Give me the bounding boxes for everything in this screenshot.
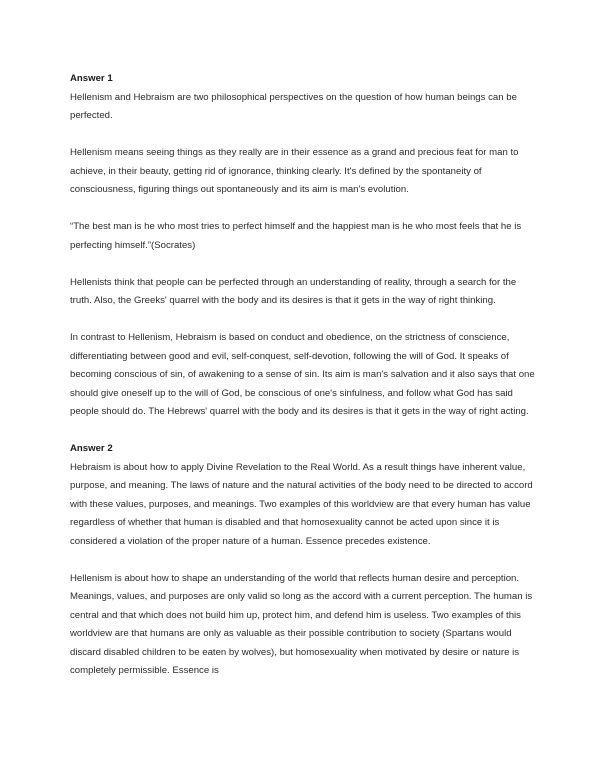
answer-2-paragraph-2: Hellenism is about how to shape an understanding of the world that reflects human desire and perception. Meanings, values, and purposes are only valid so long as the accord with a current perception. The human is central and that which does not build him up, protect him, and defend him is useless. Two examples of this worldview are that humans are only as valuable as their possible contribution to society (Spartans would discard disabled children to be eaten by wolves), but homosexuality when motivated by desire or nature is completely permissible. Essence is [70, 572, 533, 676]
answer-1-paragraph-2: Hellenism means seeing things as they really are in their essence as a grand and precious feat for man to achieve, in their beauty, getting rid of ignorance, thinking clearly. It's defined by the spontaneity of consciousness, figuring things out spontaneously and its aim is man's evolution. [70, 147, 519, 195]
document-page [70, 70, 540, 699]
socrates-quote: “The best man is he who most tries to perfect himself and the happiest man is he who most feels that he is perfecting himself.”(Socrates) [70, 221, 522, 251]
answer-1-paragraph-4: Hellenists think that people can be perfected through an understanding of reality, through a search for the truth. Also, the Greeks' quarrel with the body and its desires is that it gets in the way of right thinking. [70, 276, 517, 306]
answer-1-paragraph-1: Hellenism and Hebraism are two philosophical perspectives on the question of how human beings can be perfected. [70, 91, 517, 121]
answer-2-paragraph-1: Hebraism is about how to apply Divine Revelation to the Real World. As a result things have inherent value, purpose, and meaning. The laws of nature and the natural activities of the body need to be directed to accord with these values, purposes, and meanings. Two examples of this worldview are that every human has value regardless of whether that human is disabled and that homosexuality cannot be acted upon since it is considered a violation of the proper nature of a human. Essence precedes existence. [70, 461, 533, 547]
answer-1-heading: Answer 1 [70, 73, 113, 84]
answer-1-paragraph-5: In contrast to Hellenism, Hebraism is based on conduct and obedience, on the strictness of conscience, differentiating between good and evil, self-conquest, self-devotion, following the will of God. It speaks of becoming conscious of sin, of awakening to a sense of sin. Its aim is man's salvation and it also says that one should give oneself up to the will of God, be conscious of one's sinfulness, and follow what God has said people should do. The Hebrews' quarrel with the body and its desires is that it gets in the way of right acting. [70, 332, 535, 417]
answer-2-heading: Answer 2 [70, 443, 113, 454]
